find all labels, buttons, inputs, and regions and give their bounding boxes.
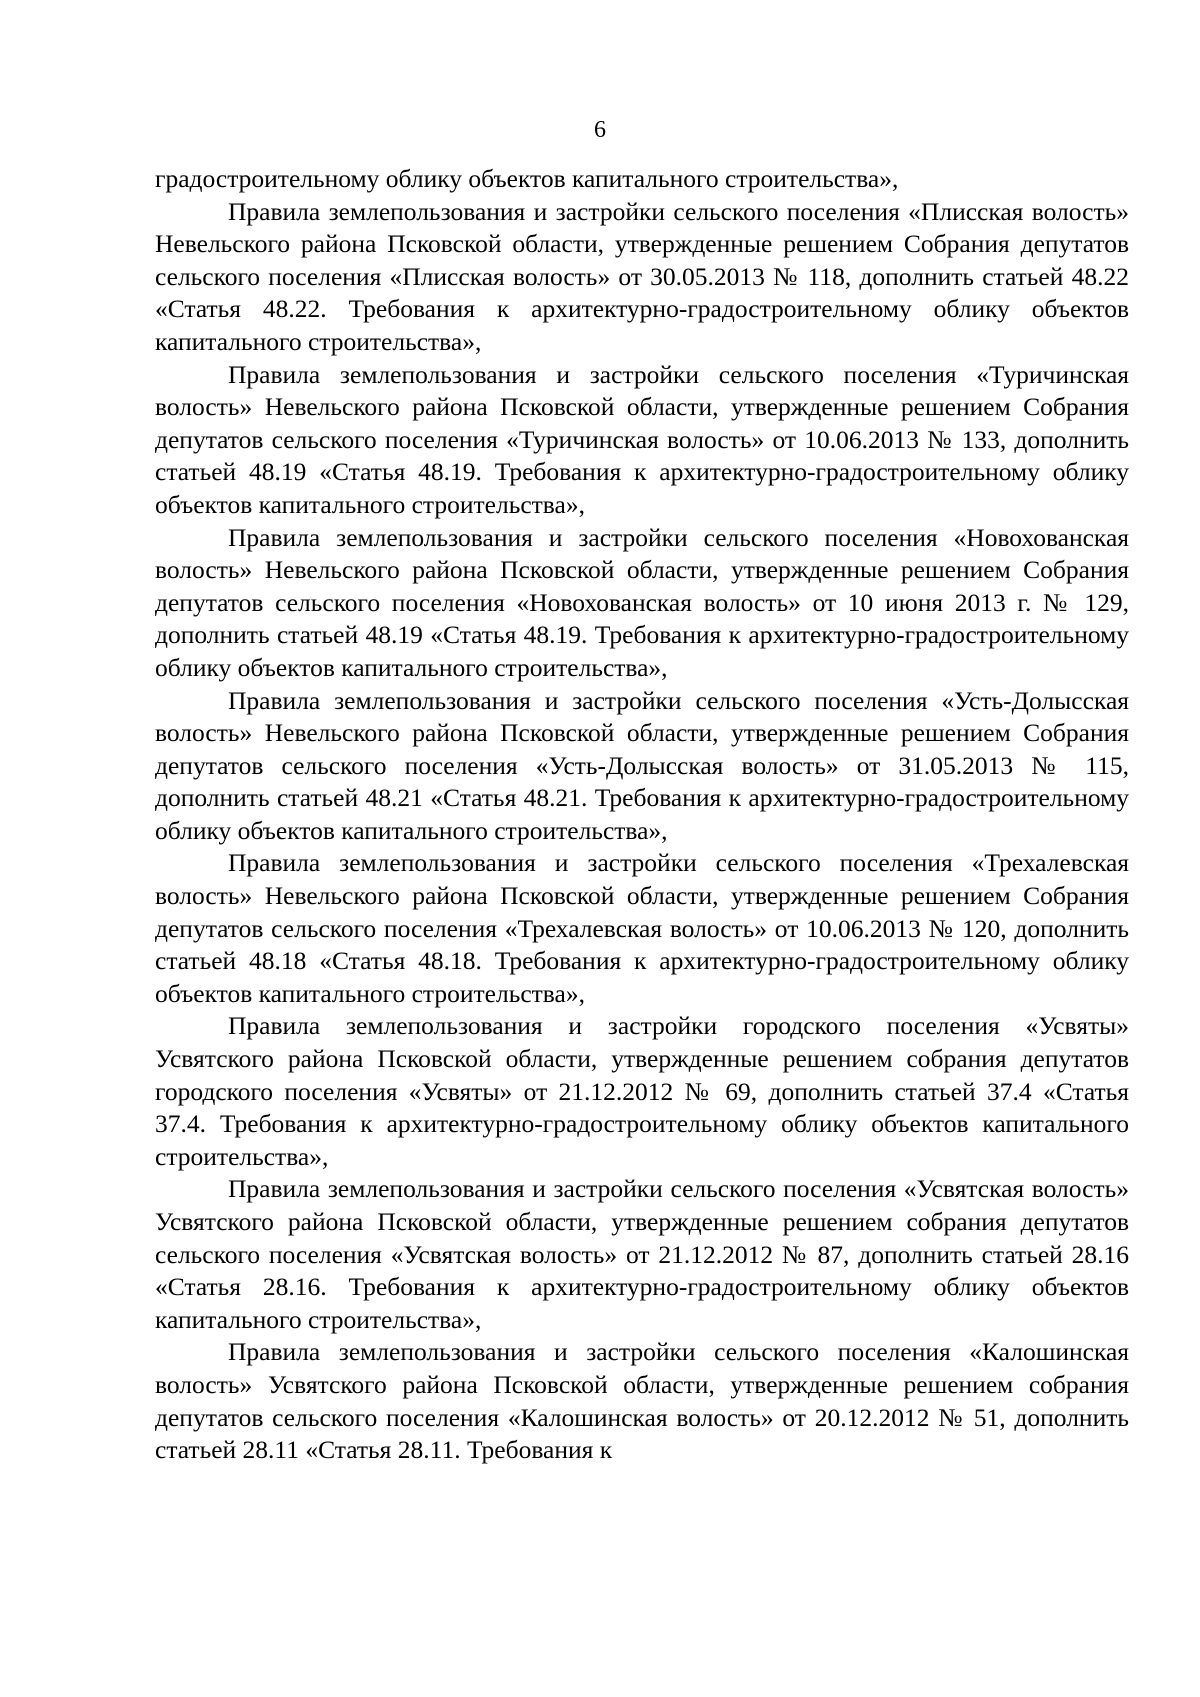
paragraph-usvyaty: Правила землепользования и застройки городского поселения «Усвяты» Усвятского района Псковской области, утвержденные решением собрания депутатов городского поселения «Усвяты» от 21.12.2012 № 69, дополнить статьей 37.4 «Статья 37.4. Требования к архитектурно-градостроительному облику объектов капитального строительства», xyxy=(155,1011,1129,1171)
paragraph-novokhovanskaya: Правила землепользования и застройки сельского поселения «Новохованская волость» Невельского района Псковской области, утвержденные решением Собрания депутатов сельского поселения «Новохованская волость» от 10 июня 2013 г. № 129, дополнить статьей 48.19 «Статья 48.19. Требования к архитектурно-градостроительному облику объектов капитального строительства», xyxy=(155,522,1129,682)
paragraph-continuation: градостроительному облику объектов капитального строительства», xyxy=(155,164,899,193)
paragraph-turichinskaya: Правила землепользования и застройки сельского поселения «Туричинская волость» Невельского района Псковской области, утвержденные решением Собрания депутатов сельского поселения «Туричинская волость» от 10.06.2013 № 133, дополнить статьей 48.19 «Статья 48.19. Требования к архитектурно-градостроительному облику объектов капитального строительства», xyxy=(155,359,1129,519)
paragraph-kaloshinskaya: Правила землепользования и застройки сельского поселения «Калошинская волость» Усвятского района Псковской области, утвержденные решением собрания депутатов сельского поселения «Калошинская волость» от 20.12.2012 № 51, дополнить статьей 28.11 «Статья 28.11. Требования к xyxy=(155,1337,1129,1465)
paragraph-plisskaya: Правила землепользования и застройки сельского поселения «Плисская волость» Невельского района Псковской области, утвержденные решением Собрания депутатов сельского поселения «Плисская волость» от 30.05.2013 № 118, дополнить статьей 48.22 «Статья 48.22. Требования к архитектурно-градостроительному облику объектов капитального строительства», xyxy=(155,196,1129,356)
document-body xyxy=(155,163,1129,1467)
paragraph-trekhalevskaya: Правила землепользования и застройки сельского поселения «Трехалевская волость» Невельского района Псковской области, утвержденные решением Собрания депутатов сельского поселения «Трехалевская волость» от 10.06.2013 № 120, дополнить статьей 48.18 «Статья 48.18. Требования к архитектурно-градостроительному облику объектов капитального строительства», xyxy=(155,848,1129,1008)
page-number: 6 xyxy=(594,117,606,143)
paragraph-ust-dolysskaya: Правила землепользования и застройки сельского поселения «Усть-Долысская волость» Невельского района Псковской области, утвержденные решением Собрания депутатов сельского поселения «Усть-Долысская волость» от 31.05.2013 № 115, дополнить статьей 48.21 «Статья 48.21. Требования к архитектурно-градостроительному облику объектов капитального строительства», xyxy=(155,685,1129,845)
paragraph-usvyatskaya: Правила землепользования и застройки сельского поселения «Усвятская волость» Усвятского района Псковской области, утвержденные решением собрания депутатов сельского поселения «Усвятская волость» от 21.12.2012 № 87, дополнить статьей 28.16 «Статья 28.16. Требования к архитектурно-градостроительному облику объектов капитального строительства», xyxy=(155,1174,1129,1334)
